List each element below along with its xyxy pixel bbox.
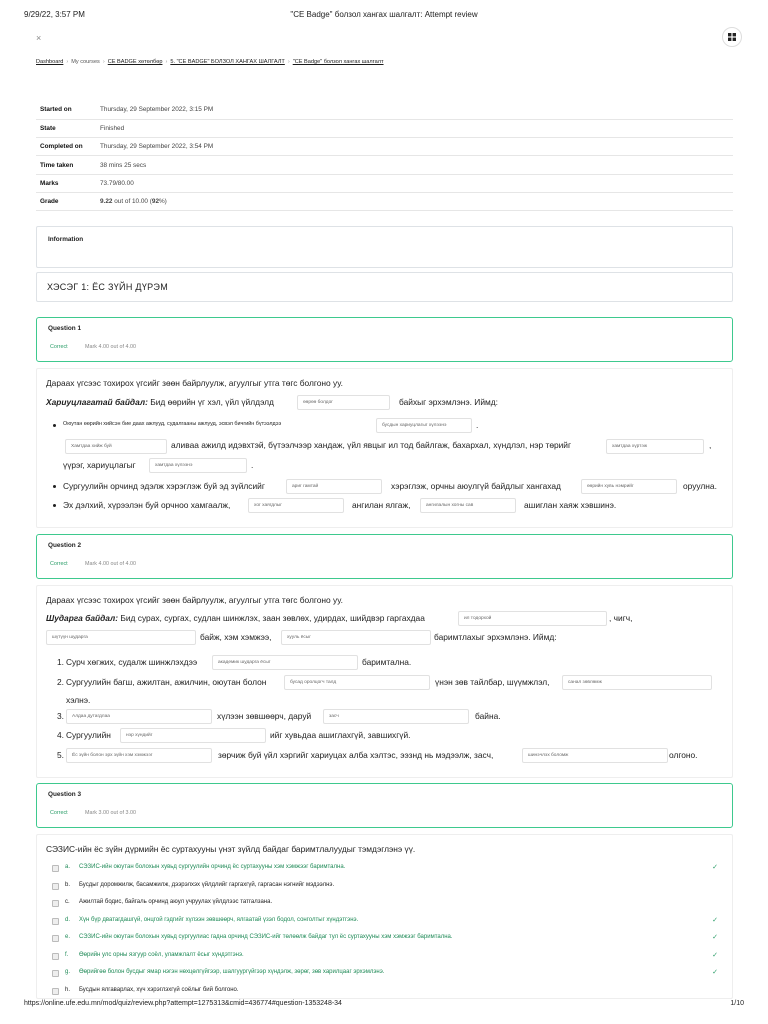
answer-option[interactable]	[52, 898, 718, 910]
drop-zone[interactable]: бусад оролцогч талд	[284, 675, 430, 690]
bullet-text: үүрэг, хариуцлагыг	[63, 460, 136, 470]
list-item-text: хүлээн зөвшөөрч, даруй	[217, 711, 312, 721]
drop-zone[interactable]: ариг гамтай	[286, 479, 382, 494]
answer-option[interactable]	[52, 951, 718, 963]
question-number: Question 1	[48, 325, 82, 332]
list-number: 3.	[57, 711, 64, 721]
grid-icon	[728, 33, 736, 41]
option-letter: f.	[65, 951, 69, 958]
page-number: 1/10	[730, 1000, 744, 1007]
drop-zone[interactable]: хууль ёсыг	[281, 630, 431, 645]
question-2-info	[36, 534, 733, 579]
question-2-content: Дараах үгсээс тохирох үгсийг зөөн байрлуулж, агуулгыг утга төгс болгоно уу. Шударга байдал: Бид сурах, сургах, судлан шинжлэх, заан зөвлөх, удирдах, шийдвэр гаргахдаа ил тодорхой , чигч, шүтүүн шударга байж, хэм хэмжээ, хууль ёсыг баримтлахыг эрхэмлэнэ. Иймд: 1. Сурч хөгжих, судалж шинжлэхдээ академик шударга ёсыг баримтална. 2. Сургуулийн багш, ажилтан, ажилчин, оюутан болон бусад оролцогч талд үнэн зөв тайлбар, шүүмжлэл, санал зөвлөмж хэлнэ. 3. Алдаа дутагдлаа хүлээн зөвшөөрч, даруй засч байна. 4. Сургуулийн нэр хүндийг ийг хувьдаа ашиглахгүй, завшихгүй. 5. Ёс зүйн болон эрх зүйн хэм хэмжээг зөрчиж буй үйл хэргийг хариуцах алба хэлтэс, ээзнд нь мэдээлж, засч, шинэчлэх боломж олгоно.	[36, 585, 733, 778]
drop-zone[interactable]: өөрөө болдог	[297, 395, 390, 410]
question-status: Correct	[50, 810, 68, 816]
option-text: Ажилтай бодис, байгаль орчинд аюул учруулах үйлдлээс татгалзана.	[79, 899, 273, 905]
answer-option[interactable]	[52, 933, 718, 945]
option-letter: d.	[65, 916, 71, 923]
summary-label: Marks	[40, 179, 59, 187]
drop-zone[interactable]: академик шударга ёсыг	[212, 655, 358, 670]
option-letter: h.	[65, 986, 71, 993]
bullet-dot	[53, 504, 56, 507]
option-text: Өөрийгөө болон бусдыг ямар нэгэн нөхцөлгүйгээр, шалгуургүйгээр хүндэлж, зөрөг, зөв харилцааг эрхэмлэнэ.	[79, 969, 385, 975]
drop-zone[interactable]: шүтүүн шударга	[46, 630, 196, 645]
table-row	[36, 192, 733, 210]
checkbox[interactable]	[52, 900, 59, 907]
section-title: ХЭСЭГ 1: ЁС ЗҮЙН ДҮРЭМ	[47, 282, 168, 292]
list-item-text: зөрчиж буй үйл хэргийг хариуцах алба хэлтэс, ээзнд нь мэдээлж, засч,	[218, 750, 494, 760]
option-text: СЭЗИС-ийн оюутан болохын хувьд сургуулиас гадна орчинд СЭЗИС-ийг төлөөлж байдаг тул ёс суртахууны хэм хэмжээг баримтална.	[79, 934, 453, 940]
bullet-text: Эх дэлхий, хүрээлэн буй орчноо хамгаалж,	[63, 500, 231, 510]
question-lead: Шударга байдал: Бид сурах, сургах, судлан шинжлэх, заан зөвлөх, удирдах, шийдвэр гаргахдаа	[46, 613, 425, 623]
close-icon[interactable]: ×	[36, 33, 42, 43]
summary-label: Time taken	[40, 161, 74, 169]
option-letter: c.	[65, 899, 70, 905]
list-number: 5.	[57, 750, 64, 760]
print-title: "CE Badge" болзол хангах шалгалт: Attempt review	[290, 10, 478, 19]
table-row	[36, 156, 733, 174]
drop-zone[interactable]: санал зөвлөмж	[562, 675, 712, 690]
drop-zone[interactable]: ангилалын хогны сав	[420, 498, 516, 513]
list-item-text: Сургуулийн багш, ажилтан, ажилчин, оюутан болон	[66, 677, 267, 687]
breadcrumb-quiz[interactable]: "CE Badge" болзол хангах шалгалт	[292, 59, 384, 65]
question-3-content	[36, 834, 733, 999]
grade-percent: 92	[151, 198, 159, 206]
summary-label: Completed on	[40, 143, 83, 151]
answer-option[interactable]	[52, 881, 718, 893]
checkbox[interactable]	[52, 953, 59, 960]
checkbox[interactable]	[52, 918, 59, 925]
summary-value: Thursday, 29 September 2022, 3:15 PM	[100, 106, 214, 114]
breadcrumb-section[interactable]: 5. "CE BADGE" БОЛЗОЛ ХАНГАХ ШАЛГАЛТ	[170, 59, 285, 65]
drawer-toggle-button[interactable]	[722, 27, 742, 47]
checkmark-icon: ✓	[712, 916, 718, 924]
answer-option[interactable]	[52, 968, 718, 980]
summary-label: Grade	[40, 198, 59, 206]
drop-zone[interactable]: хог хаягдлыг	[248, 498, 344, 513]
answer-option[interactable]	[52, 916, 718, 928]
summary-value: 73.79/80.00	[100, 179, 134, 187]
drop-zone[interactable]: ил тодорхой	[458, 611, 607, 626]
option-text: Бусдыг доромжилж, басамжилж, дээрэлхэх үйлдлийг гаргахгүй, гаргасан нэгнийг мэдээлнэ.	[79, 881, 335, 888]
list-number: 2.	[57, 677, 64, 687]
question-lead: Хариуцлагатай байдал: Бид өөрийн үг хэл, үйл үйлдэлд	[46, 397, 274, 407]
answer-option[interactable]	[52, 986, 718, 998]
option-letter: e.	[65, 934, 71, 940]
list-item-text: Сурч хөгжих, судалж шинжлэхдээ	[66, 657, 198, 667]
grade-value: 9.22	[100, 198, 113, 206]
checkmark-icon: ✓	[712, 864, 718, 871]
checkbox[interactable]	[52, 970, 59, 977]
checkmark-icon: ✓	[712, 969, 718, 976]
summary-value: 9.22 out of 10.00 (92%)	[100, 198, 167, 206]
option-letter: g.	[65, 969, 71, 975]
question-mark: Mark 4.00 out of 4.00	[85, 344, 136, 350]
summary-value: Thursday, 29 September 2022, 3:54 PM	[100, 143, 214, 151]
summary-value: Finished	[100, 124, 125, 132]
breadcrumb: Dashboard › My courses › CE BADGE хөтөлбөр › 5. "CE BADGE" БОЛЗОЛ ХАНГАХ ШАЛГАЛТ › "CE Badge" болзол хангах шалгалт	[36, 59, 384, 65]
print-datetime: 9/29/22, 3:57 PM	[24, 10, 85, 19]
print-footer	[24, 1000, 744, 1012]
section-title-box	[36, 272, 733, 302]
table-row	[36, 101, 733, 119]
answer-option[interactable]	[52, 863, 718, 875]
bullet-dot	[53, 485, 56, 488]
checkbox[interactable]	[52, 988, 59, 995]
list-number: 1.	[57, 657, 64, 667]
question-mark: Mark 4.00 out of 4.00	[85, 561, 136, 567]
drop-zone[interactable]: Ёс зүйн болон эрх зүйн хэм хэмжээг	[66, 748, 212, 763]
drop-zone[interactable]: засч	[323, 709, 469, 724]
print-url: https://online.ufe.edu.mn/mod/quiz/review.php?attempt=1275313&cmid=436774#question-1353248-34	[24, 1000, 342, 1007]
option-letter: b.	[65, 881, 71, 888]
question-1-content: Дараах үгсээс тохирох үгсийг зөөн байрлуулж, агуулгыг утга төгс болгоно уу. Хариуцлагатай байдал: Бид өөрийн үг хэл, үйл үйлдэлд өөрөө болдог байхыг эрхэмлэнэ. Иймд: Оюутан өөрийн хийсэн бие даах ажлууд, судалгааны ажлууд, эсвэл бичгийн бүтээлдээ бусдын хариуцлагыг хүлээнэ . Хамтдаа хийж буй аливаа ажилд идэвхтэй, бүтээлчээр хандаж, үйл явцыг ил тод байлгаж, бахархал, хүндлэл, нэр төрийг хамтдаа хүртэж , үүрэг, хариуцлагыг хамтдаа хүлээнэ . Сургуулийн орчинд эдэлж хэрэглэж буй эд зүйлсийг ариг гамтай хэрэглэж, орчны аюулгүй байдлыг хангахад өөрийн хувь нэмрийг оруулна. Эх дэлхий, хүрээлэн буй орчноо хамгаалж, хог хаягдлыг ангилан ялгаж, ангилалын хогны сав ашиглан хаяж хэвшинэ.	[36, 368, 733, 528]
drop-zone[interactable]: хамтдаа хүртэж	[606, 439, 704, 454]
bullet-text: Сургуулийн орчинд эдэлж хэрэглэж буй эд зүйлсийг	[63, 481, 265, 491]
bullet-text: аливаа ажилд идэвхтэй, бүтээлчээр хандаж, үйл явцыг ил тод байлгаж, бахархал, хүндлэл, нэр төрийг	[171, 440, 572, 450]
question-intro: СЭЗИС-ийн ёс зүйн дүрмийн ёс суртахууны үнэт зүйлд байдаг баримтлалуудыг тэмдэглэнэ үү.	[46, 844, 416, 854]
bullet-text: Оюутан өөрийн хийсэн бие даах ажлууд, судалгааны ажлууд, эсвэл бичгийн бүтээлдээ	[63, 421, 282, 427]
drop-zone[interactable]: өөрийн хувь нэмрийг	[581, 479, 677, 494]
question-number: Question 2	[48, 542, 82, 549]
print-header	[24, 10, 744, 24]
summary-label: Started on	[40, 106, 72, 114]
table-row	[36, 174, 733, 192]
summary-label: State	[40, 124, 56, 132]
question-1-info	[36, 317, 733, 362]
question-mark: Mark 3.00 out of 3.00	[85, 810, 136, 816]
list-number: 4.	[57, 730, 64, 740]
list-item-text: Сургуулийн	[66, 730, 111, 740]
lead-end-text: байхыг эрхэмлэнэ. Иймд:	[399, 397, 498, 407]
checkbox[interactable]	[52, 883, 59, 890]
option-text: Бусдын ялгаварлах, хүч хэрэглэхгүй соёлыг бий болгоно.	[79, 986, 239, 993]
summary-value: 38 mins 25 secs	[100, 161, 147, 169]
attempt-summary-table	[36, 101, 733, 211]
checkmark-icon: ✓	[712, 934, 718, 941]
breadcrumb-course[interactable]: CE BADGE хөтөлбөр	[107, 59, 163, 65]
breadcrumb-dashboard[interactable]: Dashboard	[36, 59, 64, 65]
information-box	[36, 226, 733, 268]
question-3-info	[36, 783, 733, 828]
question-number: Question 3	[48, 791, 82, 798]
checkbox[interactable]	[52, 935, 59, 942]
drop-zone[interactable]: Хамтдаа хийж буй	[65, 439, 167, 454]
drop-zone[interactable]: Алдаа дутагдлаа	[66, 709, 212, 724]
option-text: Өөрийн улс орны язгуур соёл, уламжлалт ёсыг хүндэтгэнэ.	[79, 951, 244, 958]
question-intro: Дараах үгсээс тохирох үгсийг зөөн байрлуулж, агуулгыг утга төгс болгоно уу.	[46, 378, 343, 388]
breadcrumb-my-courses[interactable]: My courses	[71, 59, 100, 65]
bullet-dot	[53, 424, 56, 427]
drop-zone[interactable]: шинэчлэх боломж	[522, 748, 668, 763]
table-row	[36, 138, 733, 156]
checkbox[interactable]	[52, 865, 59, 872]
checkmark-icon: ✓	[712, 951, 718, 959]
question-intro: Дараах үгсээс тохирох үгсийг зөөн байрлуулж, агуулгыг утга төгс болгоно уу.	[46, 595, 343, 605]
table-row	[36, 119, 733, 137]
option-text: Хүн бүр дватагдашгүй, онцгой гэдгийг хүлээн зөвшөөрч, ялгаатай үзэл бодол, сонголтыг хүндэтгэнэ.	[79, 916, 359, 923]
drop-zone[interactable]: бусдын хариуцлагыг хүлээнэ	[376, 418, 472, 433]
option-letter: a.	[65, 864, 71, 870]
information-label: Information	[48, 236, 84, 243]
drop-zone[interactable]: хамтдаа хүлээнэ	[149, 458, 247, 473]
option-text: СЭЗИС-ийн оюутан болохын хувьд сургуулийн орчинд ёс суртахууны хэм хэмжээг баримтална.	[79, 864, 346, 870]
drop-zone[interactable]: нэр хүндийг	[120, 728, 266, 743]
question-status: Correct	[50, 344, 68, 350]
question-status: Correct	[50, 561, 68, 567]
